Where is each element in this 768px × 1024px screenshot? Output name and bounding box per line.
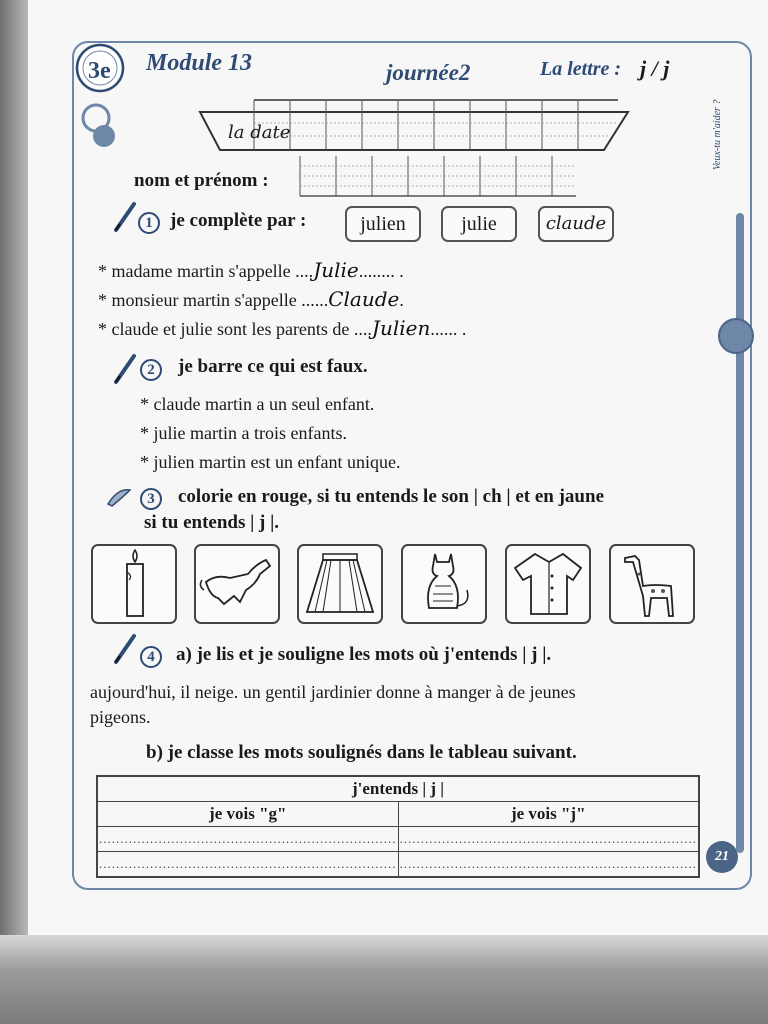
side-label: Veux-tu m'aider ? xyxy=(712,99,723,170)
pen-icon xyxy=(112,632,138,666)
grade-logo-icon xyxy=(74,42,126,94)
nom-label: nom et prénom : xyxy=(134,170,269,191)
sentence-3: * claude et julie sont les parents de ....Julien...... . xyxy=(98,316,467,340)
ex1-instruction: je complète par : xyxy=(170,210,307,231)
answer-3: Julien xyxy=(371,316,431,340)
table-title: j'entends | j | xyxy=(97,776,699,802)
scan-bottom-margin xyxy=(0,935,768,1024)
ex1-number: 1 xyxy=(138,212,160,234)
picture-horse[interactable] xyxy=(194,544,280,624)
side-tab xyxy=(736,213,744,853)
answer-cell[interactable]: ...................................................................... xyxy=(97,852,398,878)
ex3-number: 3 xyxy=(140,488,162,510)
page-shadow xyxy=(0,0,28,940)
page-number: 21 xyxy=(706,841,738,873)
answer-cell[interactable]: ...................................................................... xyxy=(398,827,699,852)
ex4-number: 4 xyxy=(140,646,162,668)
statement-2: * julie martin a trois enfants. xyxy=(140,423,347,443)
cat-icon xyxy=(403,546,485,622)
column-j-header: je vois "j" xyxy=(398,802,699,827)
pen-icon xyxy=(112,352,138,386)
reading-text-line1: aujourd'hui, il neige. un gentil jardinier donne à manger à de jeunes xyxy=(90,682,576,702)
picture-shirt[interactable] xyxy=(505,544,591,624)
statement-3: * julien martin est un enfant unique. xyxy=(140,452,401,472)
ex2-number: 2 xyxy=(140,359,162,381)
svg-text:3e: 3e xyxy=(88,58,111,84)
lettre-value: j / j xyxy=(640,56,670,81)
picture-candle[interactable] xyxy=(91,544,177,624)
picture-skirt[interactable] xyxy=(297,544,383,624)
picture-giraffe[interactable] xyxy=(609,544,695,624)
journee-title: journée2 xyxy=(386,60,471,85)
answer-1: Julie xyxy=(313,258,359,282)
horse-icon xyxy=(196,546,278,622)
classification-table xyxy=(96,775,700,878)
choice-julie: julie xyxy=(441,206,517,242)
skirt-icon xyxy=(299,546,381,622)
statement-1: * claude martin a un seul enfant. xyxy=(140,394,375,414)
ex2-instruction: je barre ce qui est faux. xyxy=(178,356,368,377)
choice-julien: julien xyxy=(345,206,421,242)
picture-cat[interactable] xyxy=(401,544,487,624)
side-knob xyxy=(718,318,754,354)
giraffe-icon xyxy=(611,546,693,622)
crayon-icon xyxy=(104,484,134,510)
shirt-icon xyxy=(507,546,589,622)
choice-claude: claude xyxy=(538,206,614,242)
ex4-instruction-a: a) je lis et je souligne les mots où j'entends | j |. xyxy=(176,644,552,665)
sentence-1: * madame martin s'appelle ....Julie........ . xyxy=(98,258,404,282)
candle-icon xyxy=(93,546,175,622)
lettre-label: La lettre : xyxy=(540,58,622,80)
answer-2: Claude xyxy=(328,287,400,311)
ex3-instruction-line2: si tu entends | j |. xyxy=(144,512,280,533)
date-label: la date xyxy=(228,122,291,143)
column-g-header: je vois "g" xyxy=(97,802,398,827)
ring-decoration-icon xyxy=(78,100,122,156)
reading-text-line2: pigeons. xyxy=(90,707,151,727)
answer-cell[interactable]: ...................................................................... xyxy=(97,827,398,852)
module-title: Module 13 xyxy=(146,50,253,76)
ex4-instruction-b: b) je classe les mots soulignés dans le tableau suivant. xyxy=(146,742,577,763)
nom-grid[interactable] xyxy=(298,154,578,198)
ex3-instruction-line1: colorie en rouge, si tu entends le son | ch | et en jaune xyxy=(178,486,604,507)
sentence-2: * monsieur martin s'appelle ......Claude. xyxy=(98,287,404,311)
answer-cell[interactable]: ...................................................................... xyxy=(398,852,699,878)
pen-icon xyxy=(112,200,138,234)
